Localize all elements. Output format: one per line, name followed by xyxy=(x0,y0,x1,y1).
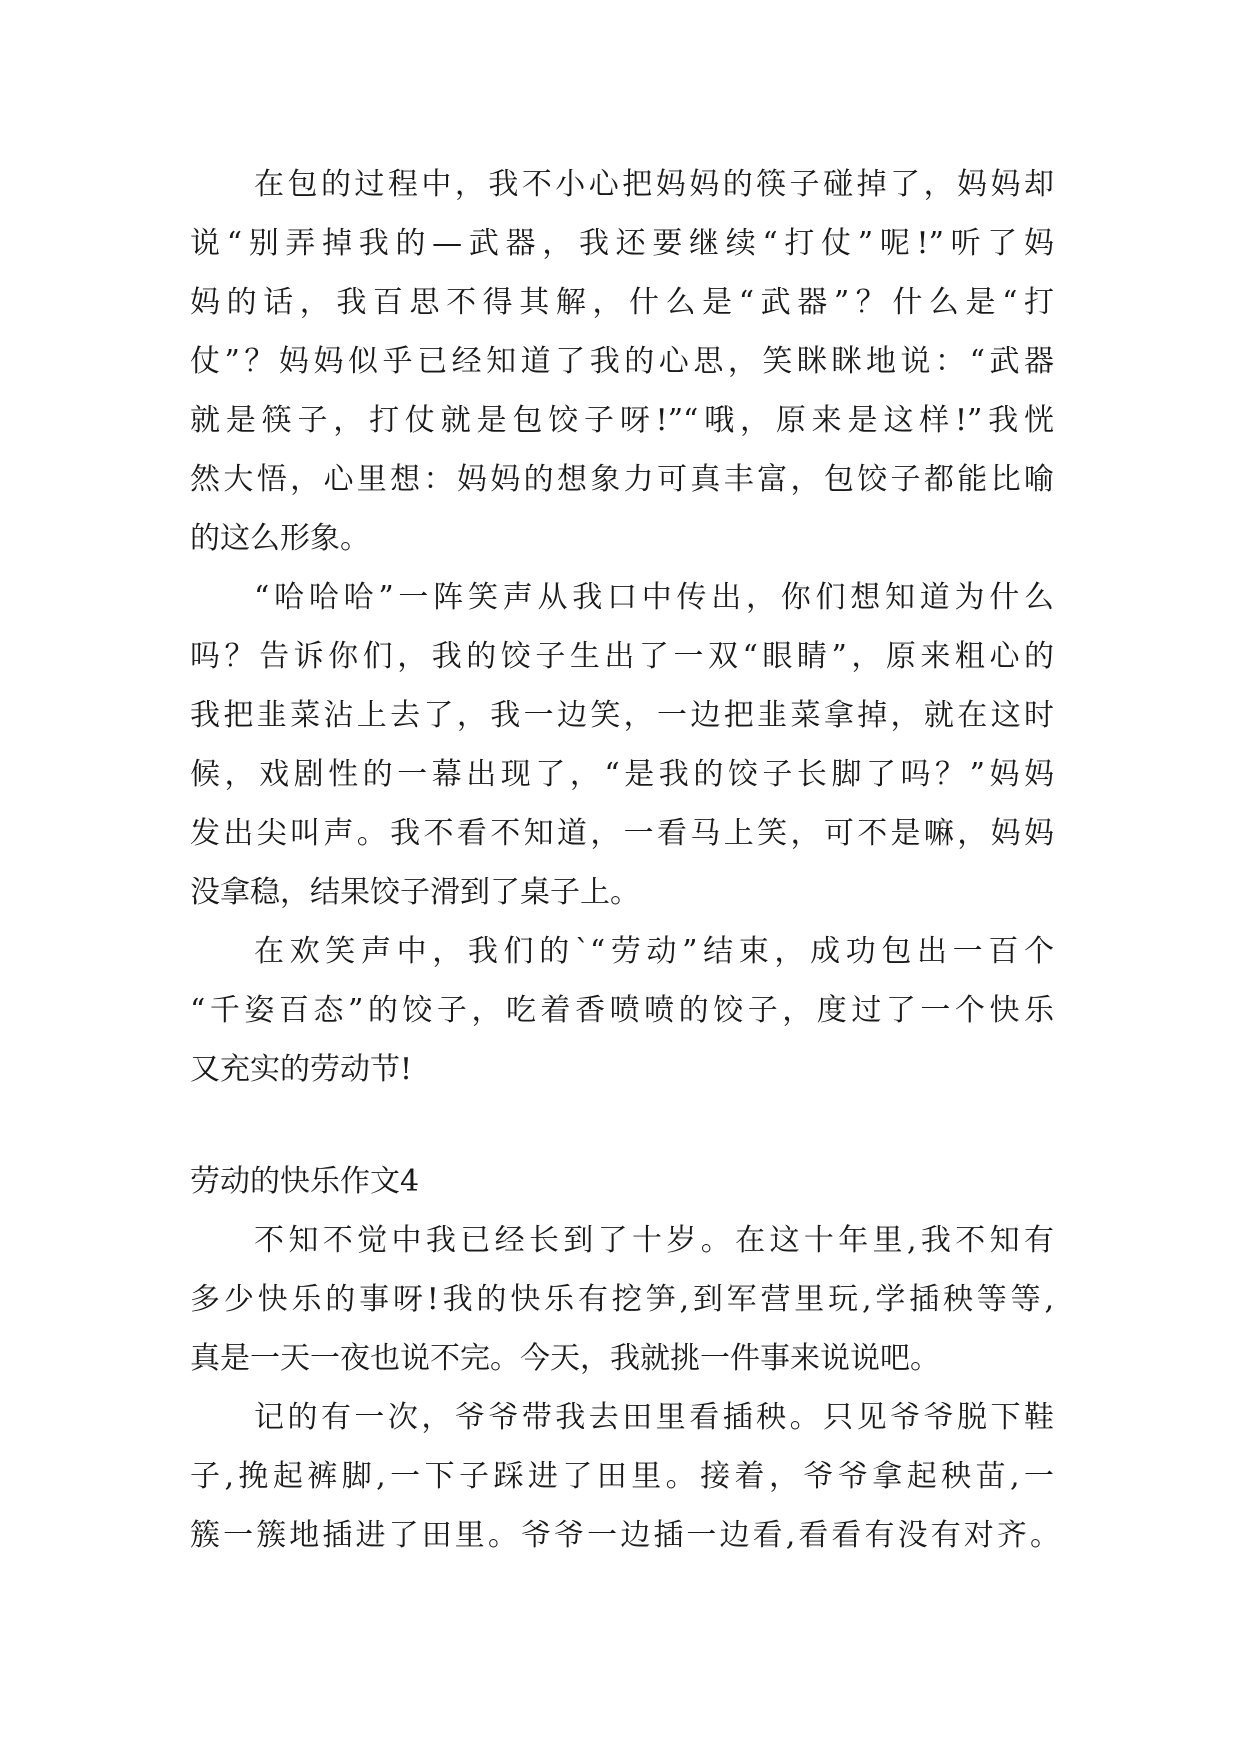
body-text-line: 真是一天一夜也说不完。今天，我就挑一件事来说说吧。 xyxy=(190,1341,940,1376)
body-text-line: 说“别弄掉我的—武器，我还要继续“打仗”呢!”听了妈 xyxy=(190,226,1054,261)
body-text-line: 在包的过程中，我不小心把妈妈的筷子碰掉了，妈妈却 xyxy=(254,167,1054,202)
body-text-line: 就是筷子，打仗就是包饺子呀!”“哦，原来是这样!”我恍 xyxy=(190,403,1054,438)
body-text-line: 仗”？妈妈似乎已经知道了我的心思，笑眯眯地说：“武器 xyxy=(190,344,1054,379)
body-text-line: 发出尖叫声。我不看不知道，一看马上笑，可不是嘛，妈妈 xyxy=(190,816,1054,851)
body-text-line: “哈哈哈”一阵笑声从我口中传出，你们想知道为什么 xyxy=(254,580,1054,615)
body-text-line: 又充实的劳动节! xyxy=(190,1052,413,1087)
body-text-line: 候，戏剧性的一幕出现了，“是我的饺子长脚了吗？”妈妈 xyxy=(190,757,1054,792)
body-text-line: 不知不觉中我已经长到了十岁。在这十年里,我不知有 xyxy=(254,1223,1054,1258)
body-text-line: 妈的话，我百思不得其解，什么是“武器”？什么是“打 xyxy=(190,285,1054,320)
body-text-line: 在欢笑声中，我们的`“劳动”结束，成功包出一百个 xyxy=(254,934,1054,969)
body-text-line: 的这么形象。 xyxy=(190,521,370,556)
body-text-line: 吗？告诉你们，我的饺子生出了一双“眼睛”，原来粗心的 xyxy=(190,639,1054,674)
body-text-line: 没拿稳，结果饺子滑到了桌子上。 xyxy=(190,875,640,910)
body-text-line: 记的有一次，爷爷带我去田里看插秧。只见爷爷脱下鞋 xyxy=(254,1400,1054,1435)
body-text-line: 然大悟，心里想：妈妈的想象力可真丰富，包饺子都能比喻 xyxy=(190,462,1054,497)
body-text-line: 子,挽起裤脚,一下子踩进了田里。接着，爷爷拿起秧苗,一 xyxy=(190,1459,1054,1494)
section-title: 劳动的快乐作文4 xyxy=(190,1164,420,1199)
body-text-line: 多少快乐的事呀!我的快乐有挖笋,到军营里玩,学插秧等等, xyxy=(190,1282,1054,1317)
body-text-line: 我把韭菜沾上去了，我一边笑，一边把韭菜拿掉，就在这时 xyxy=(190,698,1054,733)
body-text-line: 簇一簇地插进了田里。爷爷一边插一边看,看看有没有对齐。 xyxy=(190,1518,1060,1553)
body-text-line: “千姿百态”的饺子，吃着香喷喷的饺子，度过了一个快乐 xyxy=(190,993,1054,1028)
